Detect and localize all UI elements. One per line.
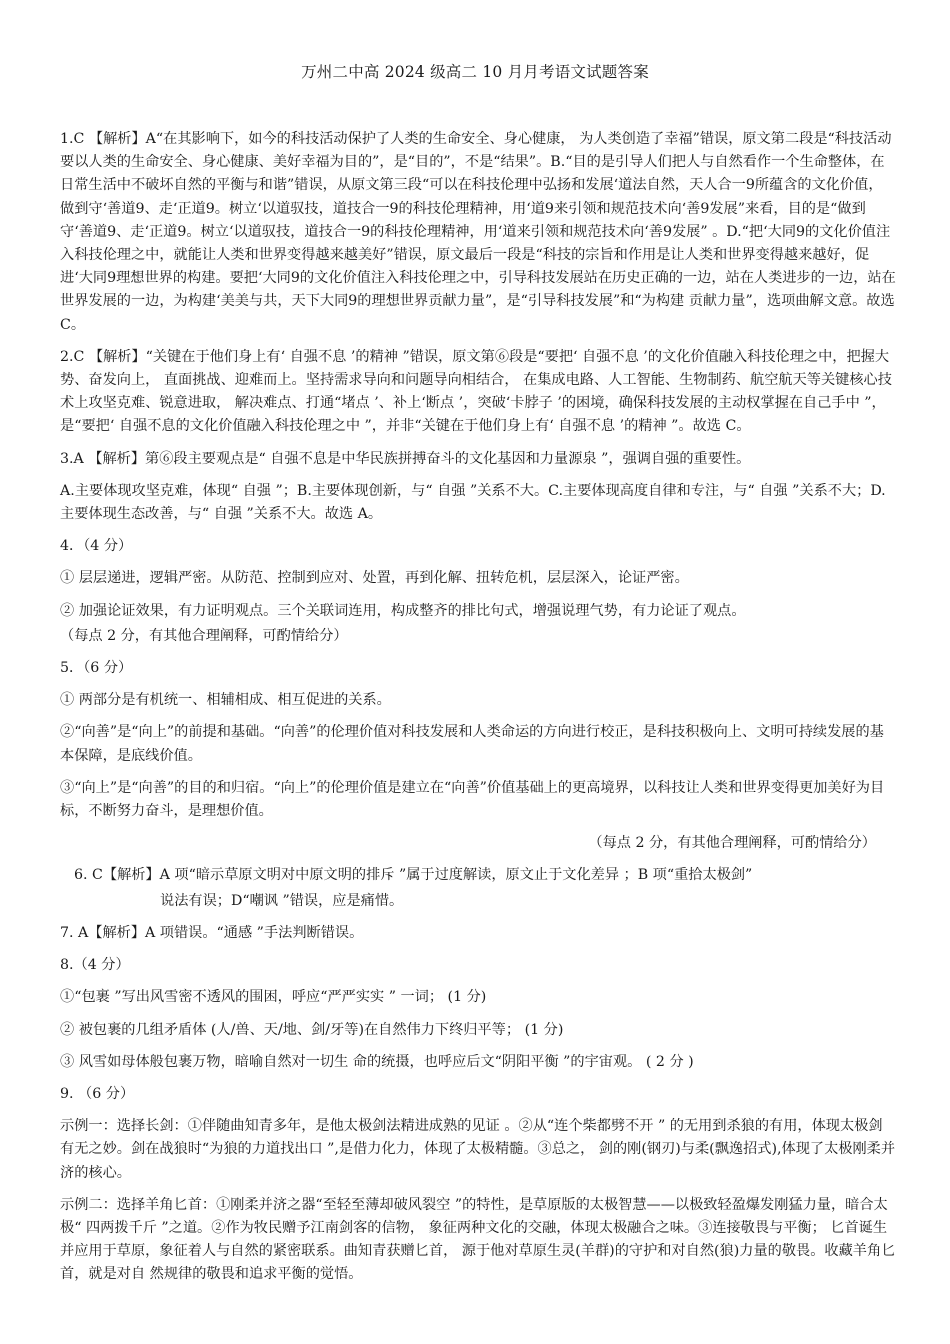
answer-q8-point-2: ② 被包裹的几组矛盾体 (人/兽、天/地、剑/牙等)在自然伟力下终归平等； (1 分) [60,1021,564,1038]
answer-q8-heading: 8.（4 分） [60,957,130,974]
answer-body [60,128,896,1296]
answer-q4-heading: 4．（4 分） [60,538,133,555]
answer-q2: 2.C 【解析】“关键在于他们身上有‘ 自强不息 ’的精神 ”错误，原文第⑥段是“要把‘ 自强不息 ’的文化价值融入科技伦理之中，把握大势、奋发向上， 直面挑战、迎难而上。坚持需求导向和问题导向相结合， 在集成电路、人工智能、生物制药、航空航天等关键核心技术上攻坚克难、锐意进取， 解决难点、打通“堵点 ’、补上‘断点 ’，突破‘卡脖子 ’的困境，确保科技发展的主动权掌握在自己手中 ”，是“要把‘ 自强不息的文化价值融入科技伦理之中 ”，并非“关键在于他们身上有‘ 自强不息 ’的精神 ”。故选 C。 [60,348,892,435]
answer-q6-line-2: 说法有误；D“嘲讽 ”错误，应是痛惜。 [160,892,404,909]
answer-q9-example-1: 示例一：选择长剑：①伴随曲知青多年，是他太极剑法精进成熟的见证 。②从“连个柴都劈不开 ” 的无用到杀狼的有用，体现太极剑有无之妙。剑在战狼时“为狼的力道找出口 ”,是借力化力，体现了太极精髓。③总之， 剑的刚(钢刃)与柔(飘逸招式),体现了太极刚柔并济的核心。 [60,1118,896,1181]
answer-q8-point-1: ①“包裹 ”写出风雪密不透风的围困，呼应“严严实实 ” 一词； (1 分) [60,989,487,1006]
answer-q3-options: A.主要体现攻坚克难，体现“ 自强 ”；B.主要体现创新，与“ 自强 ”关系不大。C.主要体现高度自律和专注，与“ 自强 ”关系不大；D.主要体现生态改善，与“ 自强 ”关系不大。故选 A。 [60,482,886,523]
answer-q3-main: 3.A 【解析】第⑥段主要观点是“ 自强不息是中华民族拼搏奋斗的文化基因和力量源泉 ”，强调自强的重要性。 [60,450,751,467]
answer-q4-point-2: ② 加强论证效果，有力证明观点。三个关联词连用，构成整齐的排比句式，增强说理气势，有力论证了观点。 [60,602,746,619]
answer-q4-point-1: ① 层层递进，逻辑严密。从防范、控制到应对、处置，再到化解、扭转危机，层层深入，论证严密。 [60,570,689,587]
answer-q8-point-3: ③ 风雪如母体般包裹万物，暗喻自然对一切生 命的统摄，也呼应后文“阴阳平衡 ”的宇宙观。 ( 2 分 ) [60,1053,694,1070]
answer-q9-example-2: 示例二：选择羊角匕首：①刚柔并济之器“至轻至薄却破风裂空 ”的特性，是草原版的太极智慧——以极致轻盈爆发刚猛力量，暗合太极“ 四两拨千斤 ”之道。②作为牧民赠予江南剑客的信物， 象征两种文化的交融，体现太极融合之味。③连接敬畏与平衡； 匕首诞生并应用于草原，象征着人与自然的紧密联系。曲知青获赠匕首， 源于他对草原生灵(羊群)的守护和对自然(狼)力量的敬畏。收藏羊角匕首，就是对自 然规律的敬畏和追求平衡的觉悟。 [60,1196,896,1283]
answer-q5-scoring-note: （每点 2 分，有其他合理阐释，可酌情给分） [588,835,876,852]
answer-q5-point-2: ②“向善”是“向上”的前提和基础。“向善”的伦理价值对科技发展和人类命运的方向进行校正，是科技积极向上、文明可持续发展的基本保障，是底线价值。 [60,724,884,764]
answer-q9-heading: 9. （6 分） [60,1085,135,1102]
answer-q7: 7. A【解析】A 项错误。“通感 ”手法判断错误。 [60,924,364,941]
answer-q1: 1.C 【解析】A“在其影响下，如今的科技活动保护了人类的生命安全、身心健康， 为人类创造了幸福”错误，原文第二段是“科技活动要以人类的生命安全、身心健康、美好幸福为目的”，是“目的”，不是“结果”。B.“目的是引导人们把人与自然看作一个生命整体，在日常生活中不破坏自然的平衡与和谐”错误，从原文第三段“可以在科技伦理中弘扬和发展‘道法自然，天人合一9所蕴含的文化价值，做到守‘善道9、走‘正道9。树立‘以道驭技，道技合一9的科技伦理精神，用‘道9来引领和规范技术向‘善9发展”来看，目的是“做到守‘善道9、走‘正道9。树立‘以道驭技，道技合一9的科技伦理精神，用‘道来引领和规范技术向‘善9发展” 。D.“把‘大同9的文化价值注入科技伦理之中，就能让人类和世界变得越来越美好”错误，原文最后一段是“科技的宗旨和作用是让人类和世界变得越来越好，促进‘大同9理想世界的构建。要把‘大同9的文化价值注入科技伦理之中，引导科技发展站在历史正确的一边，站在人类进步的一边，站在世界发展的一边，为构建‘美美与共，天下大同9的理想世界贡献力量”，是“引导科技发展”和“为构建 贡献力量”，选项曲解文意。故选 C。 [60,131,896,333]
answer-q5-point-3: ③“向上”是“向善”的目的和归宿。“向上”的伦理价值是建立在“向善”价值基础上的更高境界，以科技让人类和世界变得更加美好为目标，不断努力奋斗，是理想价值。 [60,779,885,820]
page-title: 万州二中高 2024 级高二 10 月月考语文试题答案 [301,63,649,81]
answer-q6-line-1: 6. C【解析】A 项“暗示草原文明对中原文明的排斥 ”属于过度解读，原文止于文化差异 ；B 项“重拾太极剑” [74,867,753,884]
answer-q5-heading: 5．（6 分） [60,660,133,677]
answer-q5-point-1: ① 两部分是有机统一、相辅相成、相互促进的关系。 [60,692,391,709]
answer-q4-scoring-note: （每点 2 分，有其他合理阐释，可酌情给分） [60,627,348,644]
